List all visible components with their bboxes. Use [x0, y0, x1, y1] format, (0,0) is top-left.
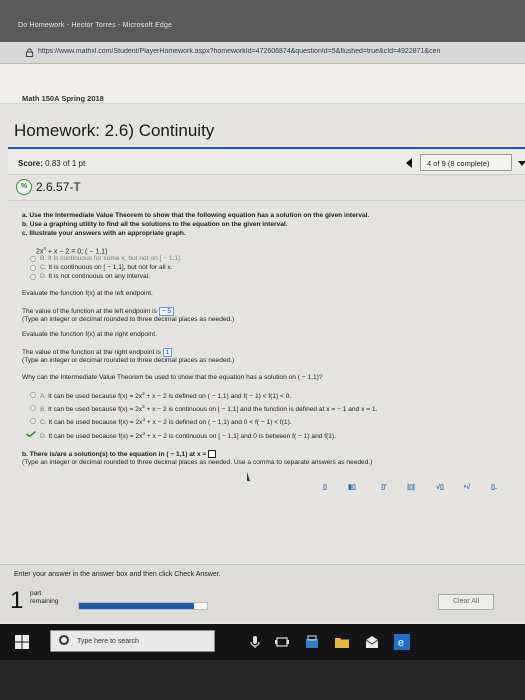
- decimal-icon[interactable]: ▯.: [491, 484, 497, 491]
- type-hint-right: (Type an integer or decimal rounded to three decimal places as needed.): [22, 357, 235, 364]
- nth-root-icon[interactable]: ⁿ√: [463, 484, 471, 491]
- ivt-option-d-exp: 3: [142, 431, 145, 436]
- ivt-option-c-letter: C.: [40, 419, 47, 427]
- solution-input[interactable]: [208, 450, 216, 458]
- part-b-prefix: b. There is/are a solution(s) to the equation in ( − 1,1) at x ≈: [22, 450, 207, 458]
- browser-titlebar: [0, 0, 525, 42]
- radio-prior-d[interactable]: [30, 274, 36, 280]
- svg-text:e: e: [398, 637, 405, 649]
- absolute-value-icon[interactable]: |▯|: [407, 484, 415, 491]
- question-part-c: c. Illustrate your answers with an appropriate graph.: [22, 230, 186, 237]
- question-part-b: b. Use a graphing utility to find all the solutions to the equation on the given interval.: [22, 221, 288, 228]
- course-bar: [0, 64, 525, 104]
- score-label: Score:: [18, 159, 43, 168]
- task-view-icon[interactable]: [274, 634, 290, 650]
- prior-option-c-letter: C.: [40, 264, 47, 271]
- parts-remaining-label: [30, 590, 59, 606]
- lock-icon: [25, 48, 34, 57]
- prior-option-c: [40, 264, 173, 271]
- ivt-option-b-letter: B.: [40, 406, 47, 414]
- left-value-prefix: The value of the function at the left endpoint is: [22, 308, 157, 315]
- ivt-option-c-exp: 3: [142, 417, 145, 422]
- help-text: Enter your answer in the answer box and then click Check Answer.: [14, 571, 221, 578]
- address-bar[interactable]: [0, 42, 525, 64]
- exponent-icon[interactable]: ▯': [381, 484, 387, 491]
- score: [18, 159, 85, 168]
- math-toolbar: [0, 480, 525, 502]
- eval-left-prompt: Evaluate the function f(x) at the left endpoint.: [22, 290, 153, 297]
- title-divider: [8, 147, 525, 149]
- eval-right-prompt: Evaluate the function f(x) at the right endpoint.: [22, 331, 157, 338]
- search-placeholder[interactable]: Type here to search: [77, 638, 139, 645]
- cortana-icon: [59, 635, 69, 645]
- equation-exponent: 3: [43, 246, 46, 251]
- prior-option-d-text: It is not continuous on any interval.: [48, 273, 150, 280]
- ivt-option-d-pre: It can be used because f(x) = 2x: [48, 433, 143, 441]
- ivt-option-a-post: + x − 2 is defined on ( − 1,1) and f( − 1) < f(1) < 0.: [144, 393, 292, 401]
- radio-ivt-a[interactable]: [30, 392, 36, 398]
- course-name: Math 150A Spring 2018: [22, 94, 104, 103]
- ivt-option-d-letter: D.: [40, 433, 47, 441]
- correct-checkmark-icon: [26, 431, 36, 437]
- microphone-icon[interactable]: [247, 634, 263, 650]
- prior-option-b-letter: B.: [40, 255, 47, 262]
- url-text[interactable]: https://www.mathxl.com/Student/PlayerHomework.aspx?homeworkId=472606874&questionId=5&flushed=true&cId=4922871&cen: [38, 48, 441, 55]
- ivt-option-b-post: + x − 2 is continuous on [ − 1,1] and the function is defined at x = − 1 and x = 1.: [144, 406, 378, 414]
- window-title: Do Homework - Hector Torres - Microsoft Edge: [18, 22, 173, 29]
- ivt-option-a-pre: It can be used because f(x) = 2x: [48, 393, 143, 401]
- ivt-option-d-post: + x − 2 is continuous on [ − 1,1] and 0 is between f( − 1) and f(1).: [144, 433, 336, 441]
- ivt-option-a-exp: 3: [142, 391, 145, 396]
- question-number: 2.6.57-T: [36, 180, 81, 194]
- type-hint-left: (Type an integer or decimal rounded to three decimal places as needed.): [22, 316, 235, 323]
- ivt-question: Why can the Intermediate Value Theorem be used to show that the equation has a solution on ( − 1,1)?: [22, 374, 323, 381]
- windows-start-icon[interactable]: [14, 634, 30, 650]
- radio-prior-c[interactable]: [30, 265, 36, 271]
- left-value-line: [22, 307, 174, 316]
- question-header: [8, 175, 525, 201]
- progress-fill: [79, 603, 194, 609]
- question-part-a: a. Use the Intermediate Value Theorem to show that the following equation has a solution on the given interval.: [22, 212, 370, 219]
- prior-option-c-text: It is continuous on [ − 1,1], but not for all x.: [48, 264, 173, 271]
- part-b-line: [22, 450, 216, 458]
- fraction-icon[interactable]: ▯: [323, 484, 327, 491]
- answer-status-bar: [0, 564, 525, 622]
- radio-prior-b[interactable]: [30, 256, 36, 262]
- edge-browser-icon[interactable]: [394, 634, 410, 650]
- homework-page: [0, 64, 525, 624]
- parts-label-2: remaining: [30, 598, 59, 605]
- ivt-option-c-pre: It can be used because f(x) = 2x: [48, 419, 143, 427]
- parts-label-1: part: [30, 590, 42, 597]
- right-value-line: [22, 348, 172, 357]
- ivt-option-c-post: + x − 2 is defined on ( − 1,1) and 0 < f( − 1) < f(1).: [144, 419, 292, 427]
- question-navigator[interactable]: 4 of 9 (8 complete): [420, 154, 512, 171]
- ivt-option-a[interactable]: [40, 391, 291, 400]
- chevron-down-icon[interactable]: [518, 161, 525, 166]
- taskbar-search[interactable]: [50, 630, 215, 652]
- equation-rest: + x − 2 = 0; ( − 1,1): [45, 248, 108, 256]
- parts-remaining-count: 1: [10, 587, 24, 614]
- file-explorer-icon[interactable]: [334, 634, 350, 650]
- ivt-option-c[interactable]: [40, 417, 292, 426]
- mixed-number-icon[interactable]: ▮▯: [348, 484, 356, 491]
- radio-ivt-c[interactable]: [30, 418, 36, 424]
- prior-option-d-letter: D.: [40, 273, 47, 280]
- store-icon[interactable]: [304, 634, 320, 650]
- right-value-answer[interactable]: 1: [163, 348, 173, 357]
- clear-all-button[interactable]: Clear All: [438, 594, 494, 610]
- right-value-prefix: The value of the function at the right endpoint is: [22, 349, 161, 356]
- taskbar: [0, 624, 525, 660]
- ivt-option-a-letter: A.: [40, 393, 47, 401]
- progress-bar: [78, 602, 208, 610]
- mail-icon[interactable]: [364, 634, 380, 650]
- ivt-option-b[interactable]: [40, 404, 377, 413]
- score-bar: [8, 151, 525, 175]
- partial-credit-icon: %: [16, 179, 32, 195]
- equation-base: 2x: [36, 248, 44, 256]
- part-b-hint: (Type an integer or decimal rounded to three decimal places as needed. Use a comma to separate answers as needed.): [22, 459, 373, 466]
- ivt-option-b-pre: It can be used because f(x) = 2x: [48, 406, 143, 414]
- page-title: Homework: 2.6) Continuity: [14, 121, 215, 140]
- monitor-bezel: [0, 660, 525, 700]
- ivt-option-d[interactable]: [40, 431, 336, 440]
- score-value: 0.83 of 1 pt: [45, 159, 86, 168]
- previous-question-icon[interactable]: [406, 158, 412, 168]
- square-root-icon[interactable]: √▯: [436, 484, 444, 491]
- prior-option-b: [40, 255, 182, 262]
- ivt-option-b-exp: 3: [142, 404, 145, 409]
- prior-option-d: [40, 273, 150, 280]
- left-value-answer[interactable]: − 5: [159, 307, 174, 316]
- radio-ivt-b[interactable]: [30, 405, 36, 411]
- equation: [36, 246, 107, 255]
- prior-option-b-text: It is continuous for some x, but not on [ − 1,1].: [48, 255, 182, 262]
